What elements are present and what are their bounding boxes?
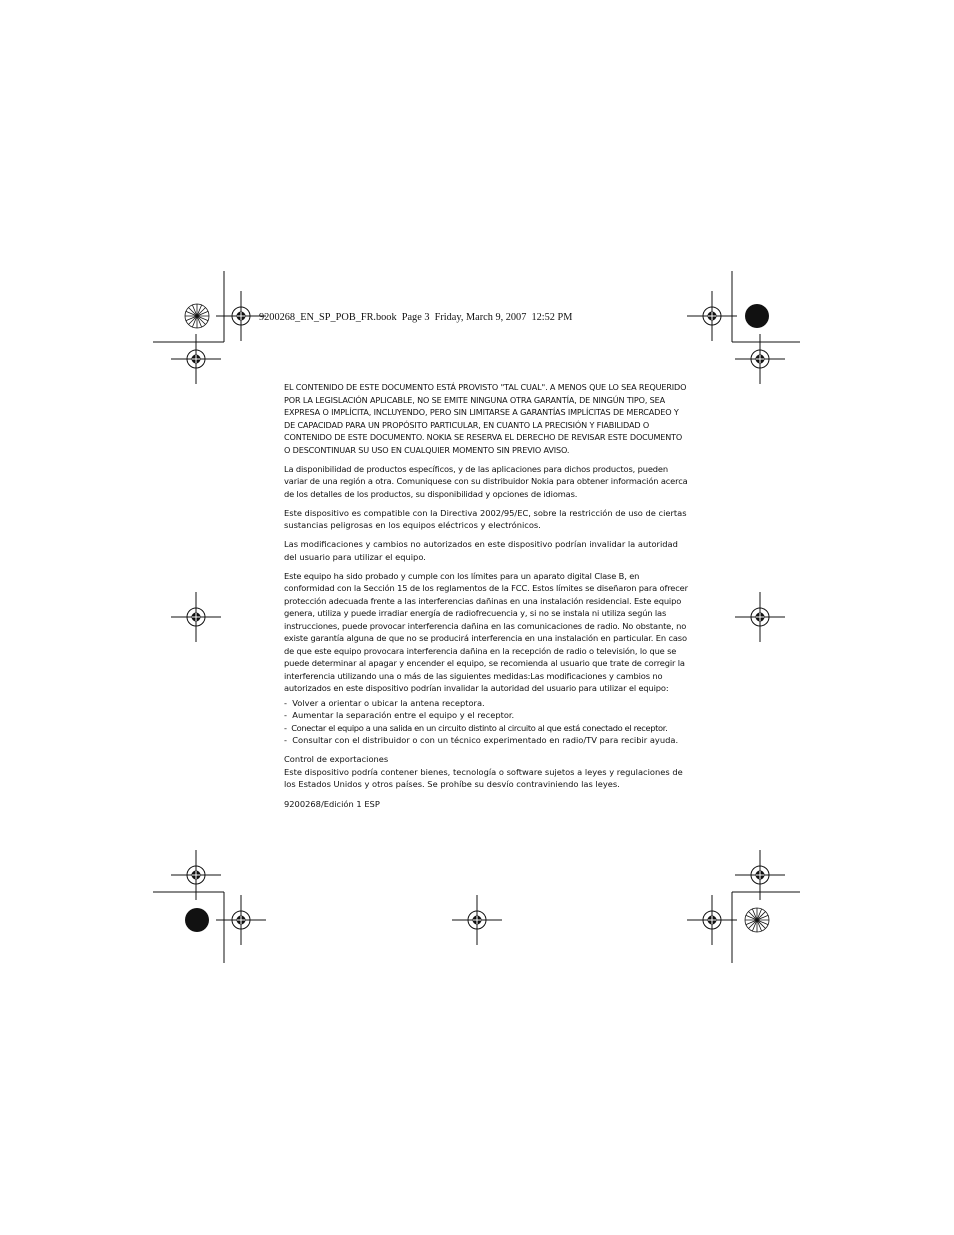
list-item: - Conectar el equipo a una salida en un circuito distinto al circuito al que está conectado el receptor. <box>284 722 668 733</box>
measures-list <box>284 697 688 747</box>
fcc-paragraph: Este equipo ha sido probado y cumple con los límites para un aparato digital Clase B, en conformidad con la Sección 15 de los reglamentos de la FCC. Estos límites se diseñaron para ofrecer protección adecuada frente a las interferencias dañinas en una instalación residencial. Este equipo genera, utiliza y puede irradiar energía de radiofrecuencia y, si no se instala ni utiliza según las instrucciones, puede provocar interferencia dañina en las comunicaciones de radio. No obstante, no existe garantía alguna de que no se producirá interferencia en una instalación en particular. En caso de que este equipo provocara interferencia dañina en la recepción de radio o televisión, lo que se puede determinar al apagar y encender el equipo, se recomienda al usuario que trate de corregir la interferencia utilizando una o más de las siguientes medidas:Las modificaciones y cambios no autorizados en este dispositivo podrían invalidar la autoridad del usuario para utilizar el equipo: <box>284 570 688 694</box>
edition-label: 9200268/Edición 1 ESP <box>284 798 380 809</box>
availability-paragraph: La disponibilidad de productos específicos, y de las aplicaciones para dichos productos, pueden variar de una región a otra. Comuniquese con su distribuidor Nokia para obtener información acerca de los detalles de los productos, su disponibilidad y opciones de idiomas. <box>284 463 688 499</box>
list-item: - Aumentar la separación entre el equipo y el receptor. <box>284 710 515 721</box>
document-body <box>284 381 688 817</box>
rohs-paragraph: Este dispositivo es compatible con la Directiva 2002/95/EC, sobre la restricción de uso de ciertas sustancias peligrosas en los equipos eléctricos y electrónicos. <box>284 507 687 531</box>
solid-dot-icon <box>745 304 769 328</box>
export-title: Control de exportaciones <box>284 754 389 765</box>
print-header: 9200268_EN_SP_POB_FR.book Page 3 Friday, March 9, 2007 12:52 PM <box>259 312 573 323</box>
list-item: - Volver a orientar o ubicar la antena receptora. <box>284 697 485 708</box>
export-paragraph: Este dispositivo podría contener bienes, tecnología o software sujetos a leyes y regulaciones de los Estados Unidos y otros países. Se prohíbe su desvío contraviniendo las leyes. <box>284 766 683 790</box>
modifications-paragraph: Las modificaciones y cambios no autorizados en este dispositivo podrían invalidar la autoridad del usuario para utilizar el equipo. <box>284 539 678 562</box>
solid-dot-icon <box>185 908 209 932</box>
list-item: - Consultar con el distribuidor o con un técnico experimentado en radio/TV para recibir ayuda. <box>284 735 679 746</box>
disclaimer-paragraph: EL CONTENIDO DE ESTE DOCUMENTO ESTÁ PROVISTO "TAL CUAL". A MENOS QUE LO SEA REQUERIDO POR LA LEGISLACIÓN APLICABLE, NO SE EMITE NINGUNA OTRA GARANTÍA, DE NINGÚN TIPO, SEA EXPRESA O IMPLÍCITA, INCLUYENDO, PERO SIN LIMITARSE A GARANTÍAS IMPLÍCITAS DE MERCADEO Y DE CAPACIDAD PARA UN PROPÓSITO PARTICULAR, EN CUANTO LA PRECISIÓN Y FIABILIDAD O CONTENIDO DE ESTE DOCUMENTO. NOKIA SE RESERVA EL DERECHO DE REVISAR ESTE DOCUMENTO O DESCONTINUAR SU USO EN CUALQUIER MOMENTO SIN PREVIO AVISO. <box>284 382 687 455</box>
